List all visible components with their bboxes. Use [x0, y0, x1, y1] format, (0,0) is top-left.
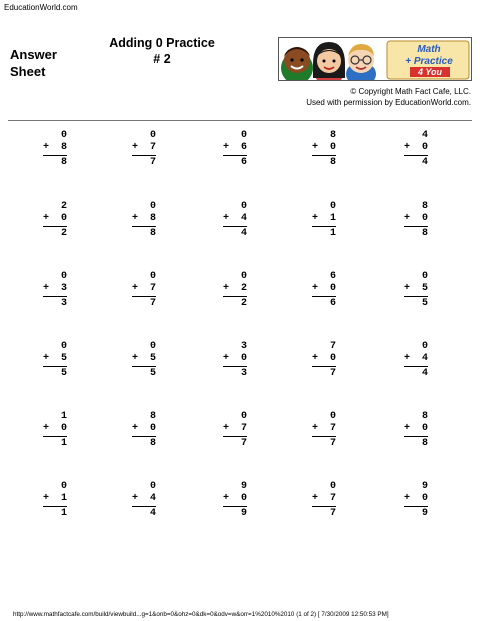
addend-bottom: 1	[329, 213, 336, 224]
addend-bottom: 8	[149, 213, 156, 224]
addend-bottom: 0	[421, 213, 428, 224]
addend-bottom: 7	[149, 142, 156, 153]
addend-bottom-row	[312, 142, 336, 154]
addend-bottom: 8	[60, 142, 67, 153]
math-practice-logo	[278, 37, 472, 81]
addend-bottom: 3	[60, 283, 67, 294]
plus-sign: +	[404, 213, 411, 224]
sum-line	[132, 506, 156, 507]
addend-bottom: 4	[240, 213, 247, 224]
sum-line	[43, 226, 67, 227]
kid-face-icon-2	[313, 42, 345, 81]
sum-line	[404, 436, 428, 437]
addition-problem	[404, 271, 428, 310]
sum-answer: 1	[60, 508, 67, 519]
sum-answer: 7	[149, 157, 156, 168]
sum-line	[312, 436, 336, 437]
plus-sign: +	[404, 283, 411, 294]
addend-bottom-row	[404, 283, 428, 295]
addition-problem	[43, 341, 67, 380]
sum-answer: 8	[60, 157, 67, 168]
addend-bottom: 0	[329, 142, 336, 153]
sum-line	[132, 296, 156, 297]
addend-top: 8	[421, 201, 428, 212]
sum-answer: 6	[329, 298, 336, 309]
addition-problem	[223, 130, 247, 169]
sum-answer: 7	[240, 438, 247, 449]
addend-bottom-row	[43, 353, 67, 365]
sum-line	[404, 506, 428, 507]
plus-sign: +	[312, 493, 319, 504]
addition-problem	[132, 271, 156, 310]
copyright-line-2: Used with permission by EducationWorld.com.	[306, 98, 471, 107]
addend-top: 3	[240, 341, 247, 352]
plus-sign: +	[132, 423, 139, 434]
sum-answer: 1	[60, 438, 67, 449]
sum-line	[223, 296, 247, 297]
plus-sign: +	[132, 353, 139, 364]
addend-top: 0	[60, 341, 67, 352]
addend-bottom: 0	[421, 142, 428, 153]
addend-bottom: 0	[60, 213, 67, 224]
sum-line	[223, 366, 247, 367]
site-name: EducationWorld.com	[4, 3, 78, 12]
sum-line	[132, 226, 156, 227]
addend-bottom: 4	[421, 353, 428, 364]
addition-problem	[43, 201, 67, 240]
plus-sign: +	[223, 283, 230, 294]
plus-sign: +	[132, 213, 139, 224]
addend-top: 2	[60, 201, 67, 212]
addition-problem	[132, 341, 156, 380]
addition-problem	[404, 481, 428, 520]
sum-answer: 8	[421, 438, 428, 449]
answer-sheet-line-1: Answer	[10, 47, 57, 62]
addition-problem	[404, 411, 428, 450]
addend-top: 0	[329, 201, 336, 212]
addend-bottom-row	[43, 283, 67, 295]
sum-answer: 4	[421, 368, 428, 379]
sum-line	[43, 366, 67, 367]
addition-problem	[223, 271, 247, 310]
math-practice-card	[387, 41, 469, 79]
sum-line	[223, 155, 247, 156]
addend-bottom-row	[312, 283, 336, 295]
addend-top: 0	[149, 201, 156, 212]
addition-problem	[223, 481, 247, 520]
addend-bottom: 4	[149, 493, 156, 504]
addend-top: 0	[240, 271, 247, 282]
addition-problem	[132, 201, 156, 240]
addend-bottom: 0	[240, 353, 247, 364]
plus-sign: +	[312, 353, 319, 364]
plus-sign: +	[43, 423, 50, 434]
sum-line	[43, 436, 67, 437]
plus-sign: +	[132, 493, 139, 504]
addend-bottom-row	[132, 353, 156, 365]
addend-bottom: 0	[421, 493, 428, 504]
plus-sign: +	[132, 283, 139, 294]
plus-sign: +	[312, 213, 319, 224]
addition-problem	[132, 411, 156, 450]
sum-line	[404, 366, 428, 367]
plus-sign: +	[43, 213, 50, 224]
copyright-line-1: © Copyright Math Fact Cafe, LLC.	[350, 87, 471, 96]
addition-problem	[404, 201, 428, 240]
addend-bottom: 6	[240, 142, 247, 153]
sum-answer: 2	[240, 298, 247, 309]
plus-sign: +	[223, 493, 230, 504]
addend-bottom-row	[43, 213, 67, 225]
sum-answer: 4	[421, 157, 428, 168]
sum-answer: 8	[329, 157, 336, 168]
sum-answer: 9	[240, 508, 247, 519]
addend-bottom: 7	[329, 493, 336, 504]
addend-bottom-row	[312, 353, 336, 365]
sum-line	[132, 366, 156, 367]
sum-line	[404, 155, 428, 156]
logo-line-1: Math	[417, 44, 441, 55]
addend-top: 8	[149, 411, 156, 422]
sum-line	[312, 226, 336, 227]
addend-top: 8	[421, 411, 428, 422]
plus-sign: +	[223, 142, 230, 153]
addition-problem	[404, 130, 428, 169]
addend-bottom-row	[404, 423, 428, 435]
addend-top: 9	[421, 481, 428, 492]
addend-top: 9	[240, 481, 247, 492]
addend-bottom-row	[223, 142, 247, 154]
addend-bottom: 0	[60, 423, 67, 434]
sum-line	[223, 226, 247, 227]
sum-line	[404, 226, 428, 227]
addend-bottom: 0	[149, 423, 156, 434]
addend-top: 4	[421, 130, 428, 141]
sum-line	[312, 506, 336, 507]
addition-problem	[312, 271, 336, 310]
addition-problem	[43, 411, 67, 450]
addition-problem	[312, 201, 336, 240]
addend-bottom: 0	[240, 493, 247, 504]
addition-problem	[43, 130, 67, 169]
plus-sign: +	[43, 353, 50, 364]
title-line-2: # 2	[153, 52, 171, 66]
sum-line	[312, 296, 336, 297]
addend-top: 0	[240, 130, 247, 141]
sum-line	[404, 296, 428, 297]
copyright-notice	[306, 86, 471, 108]
addend-top: 0	[240, 411, 247, 422]
sum-line	[43, 155, 67, 156]
sum-answer: 4	[240, 228, 247, 239]
sum-answer: 5	[421, 298, 428, 309]
addend-bottom: 5	[60, 353, 67, 364]
addition-problem	[312, 341, 336, 380]
plus-sign: +	[223, 353, 230, 364]
plus-sign: +	[312, 142, 319, 153]
addend-bottom-row	[223, 283, 247, 295]
sum-line	[132, 436, 156, 437]
addend-bottom-row	[223, 493, 247, 505]
addend-bottom-row	[132, 213, 156, 225]
header-divider	[8, 120, 472, 121]
addend-bottom-row	[312, 423, 336, 435]
sum-answer: 4	[149, 508, 156, 519]
addend-bottom-row	[132, 283, 156, 295]
addend-bottom-row	[312, 493, 336, 505]
addend-bottom: 7	[149, 283, 156, 294]
addend-top: 0	[60, 481, 67, 492]
addition-problem	[312, 130, 336, 169]
addend-bottom-row	[43, 423, 67, 435]
addend-bottom: 7	[240, 423, 247, 434]
sum-answer: 7	[329, 508, 336, 519]
sum-line	[223, 436, 247, 437]
addend-top: 0	[149, 130, 156, 141]
addition-problem	[404, 341, 428, 380]
addend-top: 8	[329, 130, 336, 141]
addend-top: 0	[421, 341, 428, 352]
plus-sign: +	[43, 493, 50, 504]
addition-problem	[132, 481, 156, 520]
addend-bottom-row	[404, 493, 428, 505]
sum-answer: 7	[149, 298, 156, 309]
addend-bottom: 5	[421, 283, 428, 294]
addend-top: 0	[240, 201, 247, 212]
sum-answer: 7	[329, 368, 336, 379]
logo-image	[279, 38, 472, 81]
sum-answer: 5	[149, 368, 156, 379]
sum-answer: 9	[421, 508, 428, 519]
addition-problem	[43, 481, 67, 520]
plus-sign: +	[223, 213, 230, 224]
addition-problem	[43, 271, 67, 310]
addend-bottom-row	[223, 423, 247, 435]
addend-top: 7	[329, 341, 336, 352]
plus-sign: +	[43, 142, 50, 153]
worksheet-title	[92, 35, 232, 67]
addition-problem	[223, 201, 247, 240]
footer-url: http://www.mathfactcafe.com/build/viewbuild...g=1&onb=0&ohz=0&dk=0&odv=w&orr=1%2010%2010 (1 of 2) [ 7/30/2009 12:50:53 PM]	[13, 611, 389, 618]
addend-bottom: 7	[329, 423, 336, 434]
addend-top: 0	[329, 411, 336, 422]
addend-bottom: 5	[149, 353, 156, 364]
sum-line	[43, 506, 67, 507]
addition-problem	[132, 130, 156, 169]
addend-bottom-row	[223, 213, 247, 225]
addition-problem	[312, 411, 336, 450]
plus-sign: +	[404, 353, 411, 364]
addend-bottom: 2	[240, 283, 247, 294]
sum-line	[43, 296, 67, 297]
logo-line-3: 4 You	[417, 67, 443, 77]
sum-answer: 8	[149, 228, 156, 239]
addend-top: 0	[149, 341, 156, 352]
logo-line-2: + Practice	[405, 56, 453, 67]
addend-bottom: 0	[329, 283, 336, 294]
plus-sign: +	[43, 283, 50, 294]
addition-problem	[312, 481, 336, 520]
sum-answer: 3	[240, 368, 247, 379]
kid-face-icon-1	[281, 47, 313, 81]
sum-answer: 3	[60, 298, 67, 309]
addend-bottom-row	[404, 353, 428, 365]
sum-line	[312, 366, 336, 367]
title-line-1: Adding 0 Practice	[109, 36, 215, 50]
sum-answer: 8	[149, 438, 156, 449]
addend-top: 0	[329, 481, 336, 492]
addend-bottom: 0	[329, 353, 336, 364]
plus-sign: +	[404, 423, 411, 434]
sum-answer: 5	[60, 368, 67, 379]
sum-line	[223, 506, 247, 507]
addend-bottom-row	[404, 142, 428, 154]
plus-sign: +	[312, 283, 319, 294]
sum-line	[312, 155, 336, 156]
addition-problem	[223, 341, 247, 380]
addend-top: 0	[149, 271, 156, 282]
addend-bottom-row	[132, 493, 156, 505]
addend-bottom-row	[404, 213, 428, 225]
addend-bottom-row	[312, 213, 336, 225]
addend-bottom: 0	[421, 423, 428, 434]
addend-top: 6	[329, 271, 336, 282]
kid-face-icon-3	[346, 44, 376, 81]
answer-sheet-label	[10, 46, 57, 80]
sum-answer: 2	[60, 228, 67, 239]
sum-answer: 6	[240, 157, 247, 168]
addend-bottom-row	[223, 353, 247, 365]
addend-bottom-row	[43, 142, 67, 154]
sum-line	[132, 155, 156, 156]
sum-answer: 1	[329, 228, 336, 239]
addend-top: 0	[60, 271, 67, 282]
plus-sign: +	[223, 423, 230, 434]
sum-answer: 7	[329, 438, 336, 449]
addend-bottom: 1	[60, 493, 67, 504]
answer-sheet-line-2: Sheet	[10, 64, 46, 79]
addend-bottom-row	[132, 142, 156, 154]
plus-sign: +	[404, 493, 411, 504]
plus-sign: +	[404, 142, 411, 153]
addend-bottom-row	[43, 493, 67, 505]
sum-answer: 8	[421, 228, 428, 239]
addend-top: 1	[60, 411, 67, 422]
addend-top: 0	[421, 271, 428, 282]
plus-sign: +	[132, 142, 139, 153]
addend-bottom-row	[132, 423, 156, 435]
plus-sign: +	[312, 423, 319, 434]
addition-problem	[223, 411, 247, 450]
addend-top: 0	[149, 481, 156, 492]
addend-top: 0	[60, 130, 67, 141]
